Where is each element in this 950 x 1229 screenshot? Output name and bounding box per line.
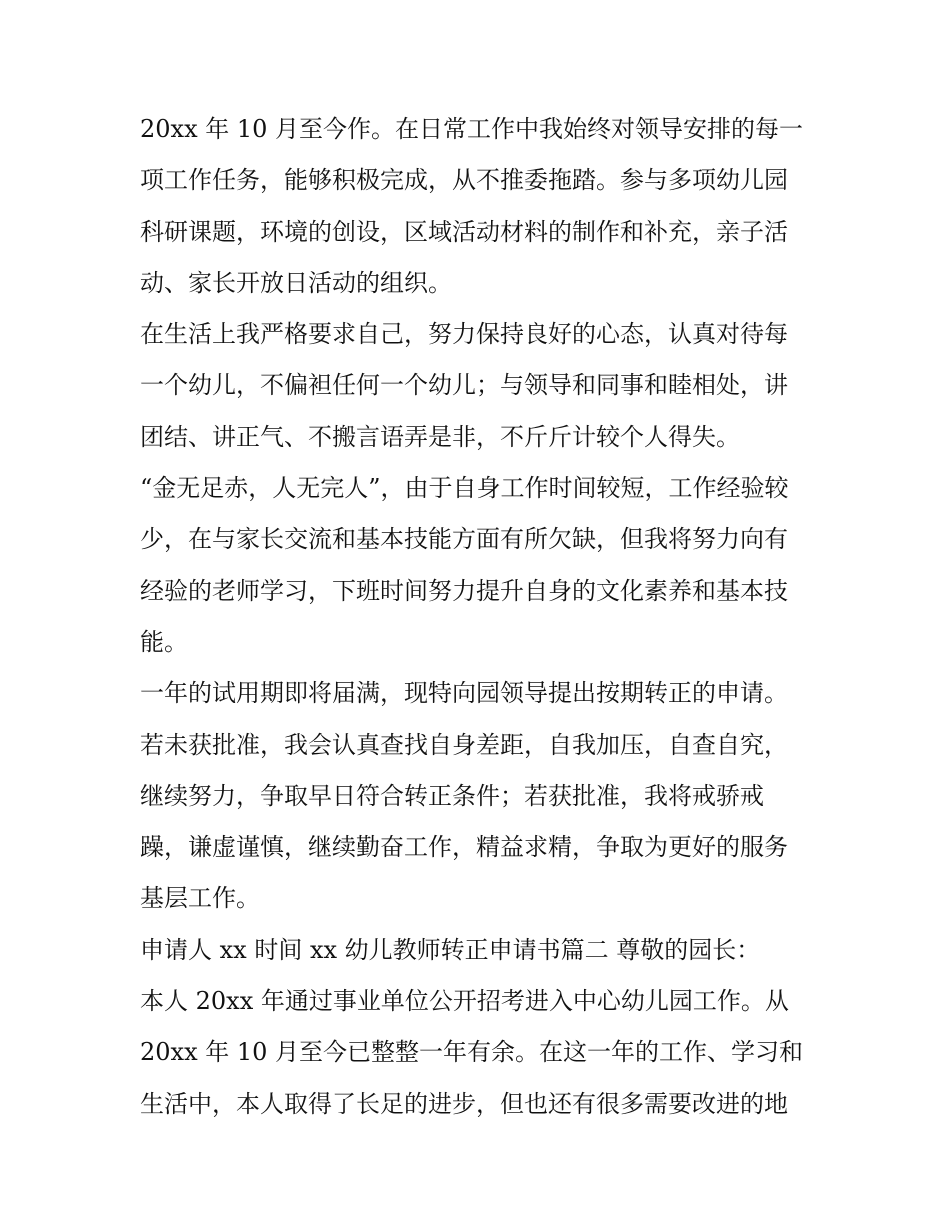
text-line: 本人 20xx 年通过事业单位公开招考进入中心幼儿园工作。从	[140, 987, 789, 1016]
text-line: 少，在与家长交流和基本技能方面有所欠缺，但我将努力向有	[140, 525, 788, 554]
text-line: 一个幼儿，不偏袒任何一个幼儿；与领导和同事和睦相处，讲	[140, 371, 788, 400]
text-line: 能。	[140, 627, 188, 656]
text-line: 20xx 年 10 月至今已整整一年有余。在这一年的工作、学习和	[140, 1038, 804, 1067]
text-line: 20xx 年 10 月至今作。在日常工作中我始终对领导安排的每一	[140, 115, 804, 143]
text-line: 动、家长开放日活动的组织。	[140, 268, 452, 297]
text-line: 在生活上我严格要求自己，努力保持良好的心态，认真对待每	[140, 320, 788, 349]
text-line: “金无足赤，人无完人”，由于自身工作时间较短，工作经验较	[140, 474, 789, 503]
text-line: 科研课题，环境的创设，区域活动材料的制作和补充，亲子活	[140, 217, 788, 246]
text-line: 继续努力，争取早日符合转正条件；若获批准，我将戒骄戒	[140, 781, 764, 810]
text-line: 生活中，本人取得了长足的进步，但也还有很多需要改进的地	[140, 1089, 788, 1118]
text-line: 经验的老师学习，下班时间努力提升自身的文化素养和基本技	[140, 576, 788, 605]
text-line: 若未获批准，我会认真查找自身差距，自我加压，自查自究，	[140, 730, 788, 759]
text-line: 基层工作。	[140, 884, 260, 913]
text-line: 一年的试用期即将届满，现特向园领导提出按期转正的申请。	[140, 679, 788, 708]
text-line: 躁，谦虚谨慎，继续勤奋工作，精益求精，争取为更好的服务	[140, 833, 788, 862]
text-line: 项工作任务，能够积极完成，从不推委拖踏。参与多项幼儿园	[140, 166, 788, 195]
document-body	[140, 104, 830, 1130]
text-line: 申请人 xx 时间 xx 幼儿教师转正申请书篇二 尊敬的园长：	[140, 935, 761, 964]
text-line: 团结、讲正气、不搬言语弄是非，不斤斤计较个人得失。	[140, 422, 740, 451]
